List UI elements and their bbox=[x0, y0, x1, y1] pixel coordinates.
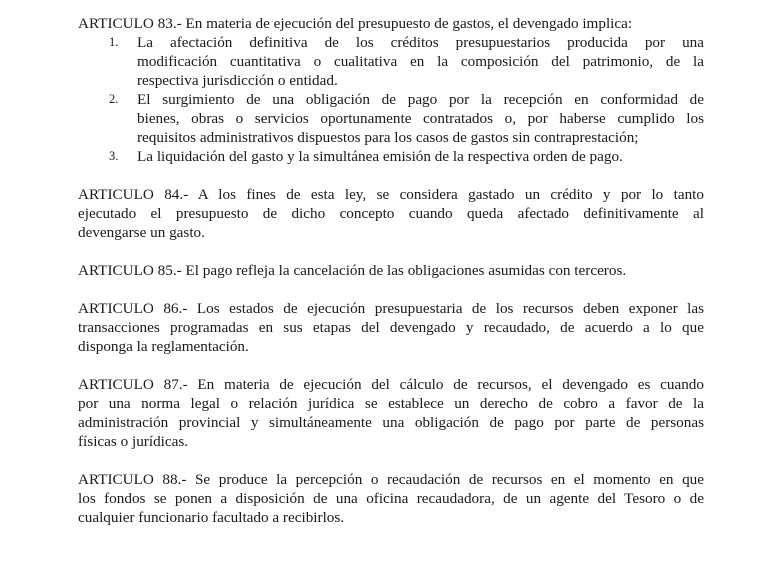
list-item bbox=[78, 90, 704, 147]
article-line: físicas o jurídicas. bbox=[78, 433, 189, 450]
article-line: devengarse un gasto. bbox=[78, 224, 205, 241]
article-line: ejecutado el presupuesto de dicho concepto cuando queda afectado definitivamente al bbox=[78, 205, 704, 222]
article-85 bbox=[78, 261, 704, 280]
article-line: ARTICULO 84.- A los fines de esta ley, se considera gastado un crédito y por lo tanto bbox=[78, 186, 704, 203]
article-87 bbox=[78, 375, 704, 451]
article-84 bbox=[78, 185, 704, 242]
document-page bbox=[78, 14, 704, 546]
article-line: disponga la reglamentación. bbox=[78, 338, 249, 355]
list-item-line: bienes, obras o servicios oportunamente contratados o, por haberse cumplido los bbox=[137, 110, 704, 127]
list-item-line: La afectación definitiva de los créditos presupuestarios producida por una bbox=[137, 34, 704, 51]
article-line: ARTICULO 87.- En materia de ejecución del cálculo de recursos, el devengado es cuando bbox=[78, 376, 704, 393]
list-item-number: 1. bbox=[109, 35, 119, 49]
article-line: cualquier funcionario facultado a recibirlos. bbox=[78, 509, 345, 526]
article-line: por una norma legal o relación jurídica se establece un derecho de cobro a favor de la bbox=[78, 395, 704, 412]
article-line: ARTICULO 85.- El pago refleja la cancelación de las obligaciones asumidas con terceros. bbox=[78, 262, 627, 279]
article-line: transacciones programadas en sus etapas del devengado y recaudado, de acuerdo a lo que bbox=[78, 319, 704, 336]
list-item bbox=[78, 147, 704, 166]
list-item-line: La liquidación del gasto y la simultánea emisión de la respectiva orden de pago. bbox=[137, 148, 623, 165]
article-83-list bbox=[78, 33, 704, 166]
article-line: ARTICULO 88.- Se produce la percepción o recaudación de recursos en el momento en que bbox=[78, 471, 704, 488]
list-item-line: modificación cuantitativa o cualitativa en la composición del patrimonio, de la bbox=[137, 53, 704, 70]
article-line: administración provincial y simultáneamente una obligación de pago por parte de personas bbox=[78, 414, 704, 431]
article-83 bbox=[78, 14, 704, 166]
article-88 bbox=[78, 470, 704, 527]
article-line: los fondos se ponen a disposición de una oficina recaudadora, de un agente del Tesoro o de bbox=[78, 490, 704, 507]
article-83-heading: ARTICULO 83.- En materia de ejecución del presupuesto de gastos, el devengado implica: bbox=[78, 15, 633, 32]
list-item-number: 3. bbox=[109, 149, 119, 163]
list-item-number: 2. bbox=[109, 92, 119, 106]
list-item-line: respectiva jurisdicción o entidad. bbox=[137, 72, 338, 89]
article-86 bbox=[78, 299, 704, 356]
list-item bbox=[78, 33, 704, 90]
article-line: ARTICULO 86.- Los estados de ejecución presupuestaria de los recursos deben exponer las bbox=[78, 300, 704, 317]
list-item-line: requisitos administrativos dispuestos para los casos de gastos sin contraprestación; bbox=[137, 129, 639, 146]
list-item-line: El surgimiento de una obligación de pago por la recepción en conformidad de bbox=[137, 91, 704, 108]
